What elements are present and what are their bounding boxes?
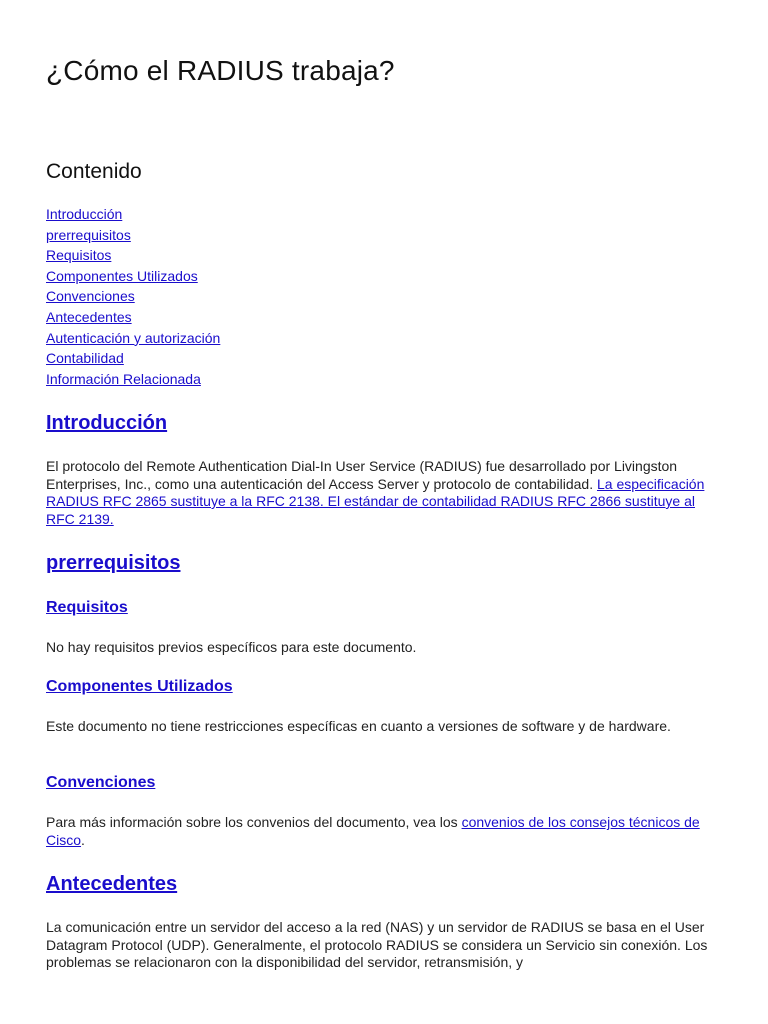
toc-link-antecedentes[interactable]: Antecedentes (46, 308, 132, 325)
antecedentes-anchor-link[interactable]: Antecedentes (46, 873, 178, 895)
toc-item (46, 369, 220, 390)
toc-link-introduccion[interactable]: Introducción (46, 206, 123, 222)
toc-link-requisitos[interactable]: Requisitos (46, 247, 112, 264)
toc-item (46, 286, 220, 307)
toc-item (46, 225, 220, 246)
cisco-conventions-link[interactable]: convenios de los consejos técnicos de Cisco (46, 814, 700, 848)
section-heading-prerrequisitos (46, 552, 180, 575)
rfc-link[interactable]: La especificación RADIUS RFC 2865 sustituye a la RFC 2138. El estándar de contabilidad RADIUS RFC 2866 sustituye al RFC 2139. (46, 475, 705, 527)
page-title: ¿Cómo el RADIUS trabaja? (46, 55, 395, 86)
toc-link-informacion-relacionada[interactable]: Información Relacionada (46, 370, 201, 387)
toc-link-autenticacion[interactable]: Autenticación y autorización (46, 329, 221, 346)
section-heading-requisitos (46, 599, 128, 617)
toc-link-componentes[interactable]: Componentes Utilizados (46, 267, 198, 284)
prerrequisitos-anchor-link[interactable]: prerrequisitos (46, 552, 181, 574)
componentes-anchor-link[interactable]: Componentes Utilizados (46, 678, 233, 695)
section-heading-antecedentes (46, 873, 177, 896)
convenciones-text: Para más información sobre los convenios del documento, vea los (46, 814, 462, 830)
componentes-paragraph: Este documento no tiene restricciones específicas en cuanto a versiones de software y de hardware. (46, 718, 671, 734)
toc-link-contabilidad[interactable]: Contabilidad (46, 350, 124, 367)
introduccion-paragraph (46, 458, 726, 528)
section-heading-introduccion (46, 412, 167, 435)
requisitos-paragraph: No hay requisitos previos específicos para este documento. (46, 639, 417, 655)
introduccion-anchor-link[interactable]: Introducción (46, 412, 168, 434)
toc-item (46, 245, 220, 266)
toc-item (46, 348, 220, 369)
introduccion-text: El protocolo del Remote Authentication Dial-In User Service (RADIUS) fue desarrollado por Livingston Enterprises, Inc., como una autenticación del Access Server y protocolo de contabilidad. (46, 458, 678, 492)
convenciones-paragraph (46, 814, 726, 849)
toc-link-convenciones[interactable]: Convenciones (46, 288, 135, 305)
toc-item (46, 204, 220, 225)
section-heading-componentes (46, 678, 233, 696)
convenciones-anchor-link[interactable]: Convenciones (46, 774, 156, 791)
requisitos-anchor-link[interactable]: Requisitos (46, 599, 128, 616)
antecedentes-paragraph: La comunicación entre un servidor del acceso a la red (NAS) y un servidor de RADIUS se basa en el User Datagram Protocol (UDP). Generalmente, el protocolo RADIUS se considera un Servicio sin conexión. Los problemas se relacionaron con la disponibilidad del servidor, retransmisión, y (46, 919, 708, 970)
toc-item (46, 266, 220, 287)
section-heading-convenciones (46, 774, 155, 792)
table-of-contents (46, 204, 220, 389)
contents-heading: Contenido (46, 160, 142, 183)
toc-item (46, 328, 220, 349)
convenciones-text-end: . (81, 831, 85, 848)
toc-item (46, 307, 220, 328)
toc-link-prerrequisitos[interactable]: prerrequisitos (46, 226, 131, 243)
